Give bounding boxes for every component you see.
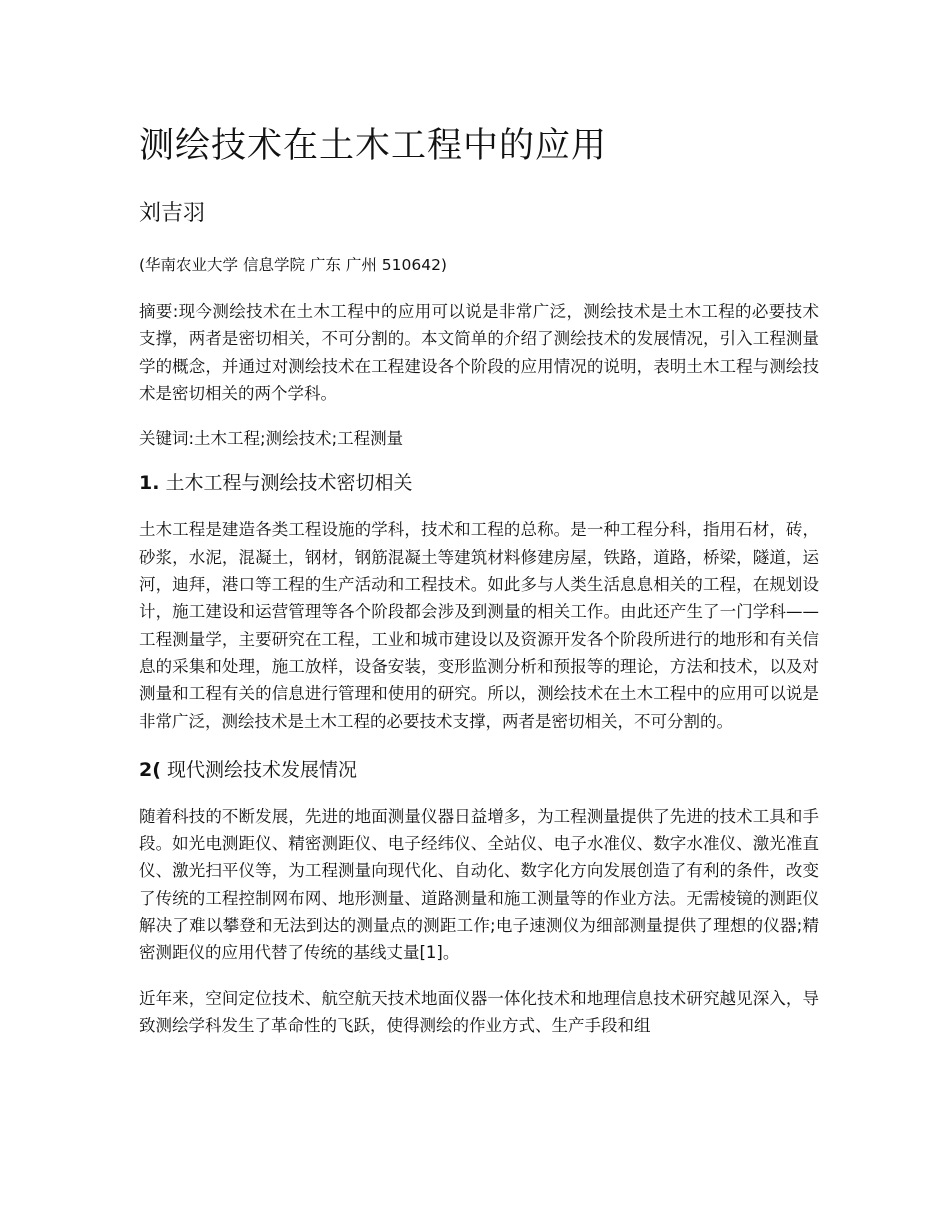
keywords: 关键词:土木工程;测绘技术;工程测量 xyxy=(139,429,404,449)
document-page xyxy=(139,118,819,1057)
section-heading-2 xyxy=(139,753,819,787)
body-paragraph: 近年来，空间定位技术、航空航天技术地面仪器一体化技术和地理信息技术研究越见深入，导致测绘学科发生了革命性的飞跃，使得测绘的作业方式、生产手段和组 xyxy=(139,988,819,1035)
abstract: 摘要:现今测绘技术在土木工程中的应用可以说是非常广泛，测绘技术是土木工程的必要技术支撑，两者是密切相关，不可分割的。本文简单的介绍了测绘技术的发展情况，引入工程测量学的概念，并通过对测绘技术在工程建设各个阶段的应用情况的说明，表明土木工程与测绘技术是密切相关的两个学科。 xyxy=(139,302,819,403)
body-paragraph: 土木工程是建造各类工程设施的学科，技术和工程的总称。是一种工程分科，指用石材，砖，砂浆，水泥，混凝土，钢材，钢筋混凝土等建筑材料修建房屋，铁路，道路，桥梁，隧道，运河，迪拜，港口等工程的生产活动和工程技术。如此多与人类生活息息相关的工程，在规划设计，施工建设和运营管理等各个阶段都会涉及到测量的相关工作。由此还产生了一门学科——工程测量学，主要研究在工程，工业和城市建设以及资源开发各个阶段所进行的地形和有关信息的采集和处理，施工放样，设备安装，变形监测分析和预报等的理论，方法和技术，以及对测量和工程有关的信息进行管理和使用的研究。所以，测绘技术在土木工程中的应用可以说是非常广泛，测绘技术是土木工程的必要技术支撑，两者是密切相关，不可分割的。 xyxy=(139,520,819,731)
section-title: 土木工程与测绘技术密切相关 xyxy=(165,472,413,495)
section-heading-1 xyxy=(139,466,819,500)
section-number: 2( xyxy=(139,758,161,781)
author-affiliation: (华南农业大学 信息学院 广东 广州 510642) xyxy=(139,256,447,274)
section-number: 1. xyxy=(139,472,160,495)
paper-title: 测绘技术在土木工程中的应用 xyxy=(139,126,608,166)
author-name: 刘吉羽 xyxy=(139,201,206,226)
body-paragraph: 随着科技的不断发展，先进的地面测量仪器日益增多，为工程测量提供了先进的技术工具和手段。如光电测距仪、精密测距仪、电子经纬仪、全站仪、电子水准仪、数字水准仪、激光准直仪、激光扫平仪等，为工程测量向现代化、自动化、数字化方向发展创造了有利的条件，改变了传统的工程控制网布网、地形测量、道路测量和施工测量等的作业方法。无需棱镜的测距仪解决了难以攀登和无法到达的测量点的测距工作;电子速测仪为细部测量提供了理想的仪器;精密测距仪的应用代替了传统的基线丈量[1]。 xyxy=(139,806,819,963)
section-title: 现代测绘技术发展情况 xyxy=(166,758,357,781)
